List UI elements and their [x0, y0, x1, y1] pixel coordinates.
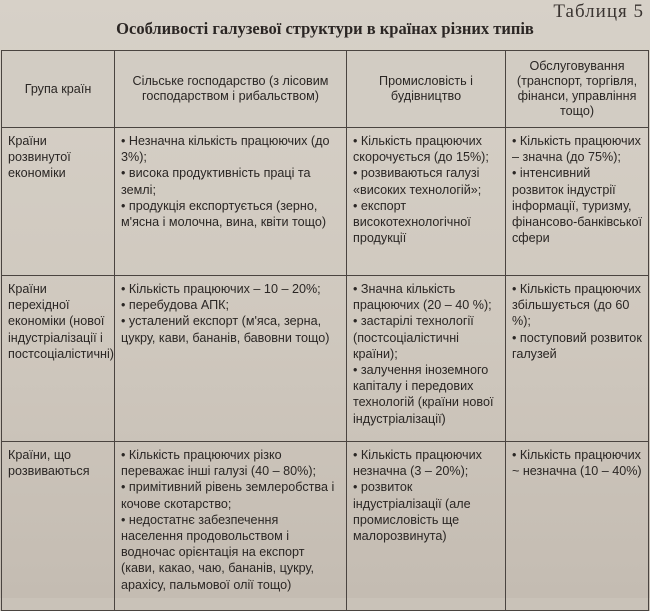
agriculture-cell — [115, 276, 347, 442]
table-number: Таблиця 5 — [553, 1, 644, 22]
industry-cell — [347, 128, 506, 276]
services-cell — [506, 276, 649, 442]
header-agriculture: Сільське господарство (з лісовим господарством і рибальством) — [115, 51, 347, 128]
list-item: • Кількість працюючих незначна (3 – 20%); — [353, 448, 482, 479]
services-cell — [506, 442, 649, 611]
list-item: • Значна кількість працюючих (20 – 40 %); — [353, 282, 492, 313]
list-item: • висока продуктивність праці та землі; — [121, 166, 311, 197]
header-group: Група країн — [2, 51, 115, 128]
industry-cell — [347, 442, 506, 611]
list-item: • недостатнє забезпечення населення продовольством і водночас орієнтація на експорт (кави, какао, чаю, бананів, цукру, арахісу, пальмової олії тощо) — [121, 512, 315, 592]
list-item: • розвиваються галузі «високих технологій»; — [353, 166, 482, 197]
table-caption: Особливості галузевої структури в країнах різних типів — [116, 19, 534, 38]
list-item: • Незначна кількість працюючих (до 3%); — [121, 134, 330, 165]
header-industry: Промисловість і будівництво — [347, 51, 506, 128]
list-item: • розвиток індустріалізації (але промисловість ще малорозвинута) — [353, 480, 471, 544]
list-item: • залучення іноземного капіталу і передових технологій (країни нової індустріалізації) — [353, 363, 494, 426]
industry-cell — [347, 276, 506, 442]
list-item: • Кількість працюючих різко переважає інші галузі (40 – 80%); — [121, 448, 317, 479]
table-row — [2, 276, 649, 442]
group-transitional: Країни перехідної економіки (нової індустріалізації і постсоціалістичні) — [2, 276, 115, 442]
group-developed: Країни розвинутої економіки — [2, 128, 115, 276]
list-item: • інтенсивний розвиток індустрії інформації, туризму, фінансово-банківської сфери — [512, 166, 643, 246]
list-item: • застарілі технології (постсоціалістичні країни); — [353, 314, 474, 361]
agriculture-cell — [115, 442, 347, 611]
list-item: • Кількість працюючих збільшується (до 60 %); — [512, 282, 641, 329]
list-item: • поступовий розвиток галузей — [512, 330, 642, 361]
header-services: Обслуговування (транспорт, торгівля, фінанси, управління тощо) — [506, 51, 649, 128]
header-row — [2, 51, 649, 128]
services-cell — [506, 128, 649, 276]
list-item: • усталений експорт (м'яса, зерна, цукру, кави, бананів, бавовни тощо) — [121, 314, 330, 345]
list-item: • продукція експортується (зерно, м'ясна і молочна, вина, квіти тощо) — [121, 198, 327, 230]
list-item: • Кількість працюючих ~ незначна (10 – 40%) — [512, 448, 642, 479]
table-row — [2, 128, 649, 276]
list-item: • Кількість працюючих – 10 – 20%; — [121, 282, 321, 296]
comparison-table — [1, 50, 649, 611]
table-row — [2, 442, 649, 611]
list-item: • експорт високотехнологічної продукції — [353, 198, 471, 246]
group-developing: Країни, що розвиваються — [2, 442, 115, 611]
list-item: • перебудова АПК; — [121, 298, 229, 313]
list-item: • Кількість працюючих скорочується (до 15%); — [353, 134, 489, 165]
agriculture-cell — [115, 128, 347, 276]
list-item: • примітивний рівень землеробства і кочове скотарство; — [121, 480, 335, 511]
list-item: • Кількість працюючих – значна (до 75%); — [512, 134, 641, 165]
